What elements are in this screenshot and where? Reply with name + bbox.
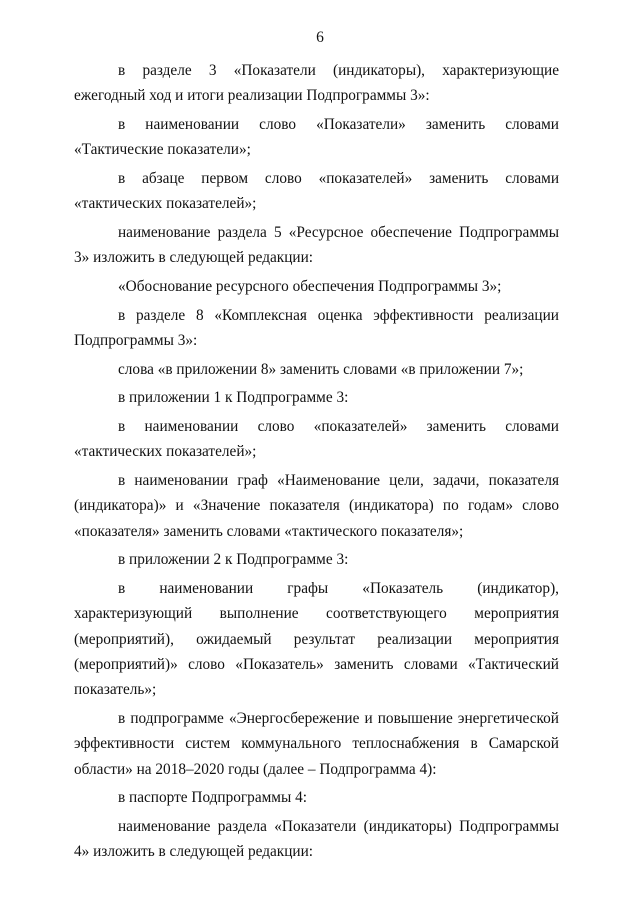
paragraph-5: «Обоснование ресурсного обеспечения Подпрограммы 3»;	[118, 278, 502, 295]
document-body	[74, 58, 559, 868]
paragraph-8: в приложении 1 к Подпрограмме 3:	[118, 389, 349, 407]
paragraph-3: в абзаце первом слово «показателей» заменить словами «тактических показателей»;	[74, 170, 559, 213]
paragraph-10: в наименовании граф «Наименование цели, задачи, показателя (индикатора)» и «Значение показателя (индикатора) по годам» слово «показателя» заменить словами «тактического показателя»;	[74, 471, 559, 540]
paragraph-12: в наименовании графы «Показатель (индикатор), характеризующий выполнение соответствующего мероприятия (мероприятий), ожидаемый результат реализации мероприятия (мероприятий)» слово «Показатель» заменить словами «Тактический показатель»;	[74, 579, 559, 699]
paragraph-11: в приложении 2 к Подпрограмме 3:	[118, 551, 349, 569]
paragraph-13: в подпрограмме «Энергосбережение и повышение энергетической эффективности систем коммунального теплоснабжения в Самарской области» на 2018–2020 годы (далее – Подпрограмма 4):	[74, 710, 559, 778]
page-number: 6	[316, 29, 324, 46]
paragraph-14: в паспорте Подпрограммы 4:	[118, 789, 307, 807]
paragraph-2: в наименовании слово «Показатели» заменить словами «Тактические показатели»;	[74, 116, 559, 159]
paragraph-6: в разделе 8 «Комплексная оценка эффективности реализации Подпрограммы 3»:	[74, 306, 559, 349]
paragraph-9: в наименовании слово «показателей» заменить словами «тактических показателей»;	[74, 417, 559, 461]
paragraph-15: наименование раздела «Показатели (индикаторы) Подпрограммы 4» изложить в следующей редакции:	[74, 818, 559, 861]
paragraph-1: в разделе 3 «Показатели (индикаторы), характеризующие ежегодный ход и итоги реализации Подпрограммы 3»:	[74, 62, 559, 105]
paragraph-7: слова «в приложении 8» заменить словами «в приложении 7»;	[118, 360, 524, 378]
paragraph-4: наименование раздела 5 «Ресурсное обеспечение Подпрограммы 3» изложить в следующей редакции:	[74, 224, 559, 267]
